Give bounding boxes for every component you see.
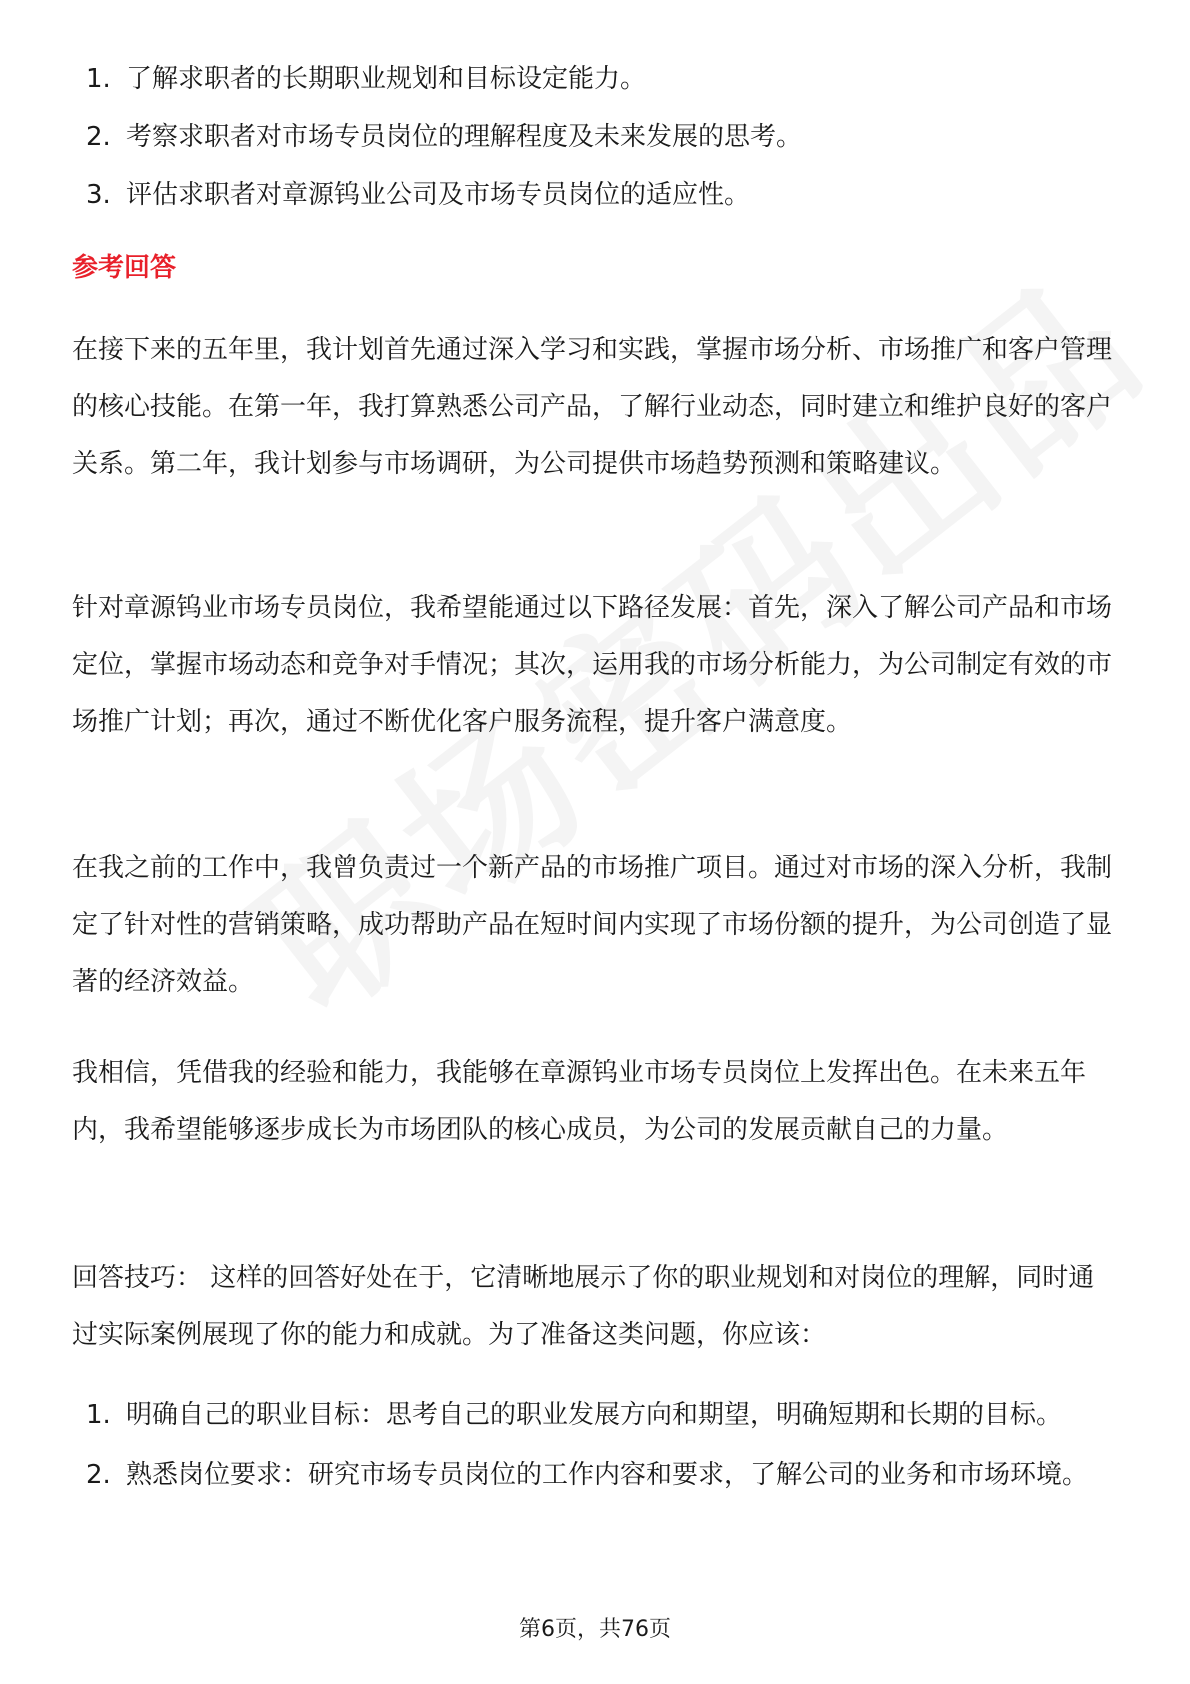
section-heading: 参考回答 xyxy=(72,253,177,283)
list-text: 考察求职者对市场专员岗位的理解程度及未来发展的思考。 xyxy=(126,122,803,152)
tips-paragraph: 回答技巧： 这样的回答好处在于，它清晰地展示了你的职业规划和对岗位的理解，同时通过实际案例展现了你的能力和成就。为了准备这类问题，你应该： xyxy=(72,1263,1095,1350)
objectives-list xyxy=(86,52,1118,226)
tips-list xyxy=(86,1388,1118,1508)
answer-paragraph: 针对章源钨业市场专员岗位，我希望能通过以下路径发展：首先，深入了解公司产品和市场定位，掌握市场动态和竞争对手情况；其次，运用我的市场分析能力，为公司制定有效的市场推广计划；再次，通过不断优化客户服务流程，提升客户满意度。 xyxy=(72,593,1113,737)
list-item xyxy=(86,52,1118,106)
answer-paragraph: 在我之前的工作中，我曾负责过一个新产品的市场推广项目。通过对市场的深入分析，我制定了针对性的营销策略，成功帮助产品在短时间内实现了市场份额的提升，为公司创造了显著的经济效益。 xyxy=(72,853,1113,997)
list-text: 明确自己的职业目标：思考自己的职业发展方向和期望，明确短期和长期的目标。 xyxy=(126,1400,1063,1430)
list-number: 1. xyxy=(86,1400,111,1430)
answer-paragraph: 在接下来的五年里，我计划首先通过深入学习和实践，掌握市场分析、市场推广和客户管理的核心技能。在第一年，我打算熟悉公司产品，了解行业动态，同时建立和维护良好的客户关系。第二年，我计划参与市场调研，为公司提供市场趋势预测和策略建议。 xyxy=(72,335,1113,479)
page-number: 第6页，共76页 xyxy=(519,1617,671,1642)
list-number: 2. xyxy=(86,1460,111,1490)
list-number: 2. xyxy=(86,122,111,152)
list-number: 1. xyxy=(86,64,111,94)
list-item xyxy=(86,1448,1118,1502)
list-text: 评估求职者对章源钨业公司及市场专员岗位的适应性。 xyxy=(126,180,751,210)
list-text: 了解求职者的长期职业规划和目标设定能力。 xyxy=(126,64,647,94)
list-item xyxy=(86,168,1118,222)
list-number: 3. xyxy=(86,180,111,210)
list-item xyxy=(86,110,1118,164)
list-item xyxy=(86,1388,1118,1442)
list-text: 熟悉岗位要求：研究市场专员岗位的工作内容和要求，了解公司的业务和市场环境。 xyxy=(126,1460,1089,1490)
answer-paragraph: 我相信，凭借我的经验和能力，我能够在章源钨业市场专员岗位上发挥出色。在未来五年内，我希望能够逐步成长为市场团队的核心成员，为公司的发展贡献自己的力量。 xyxy=(72,1058,1087,1145)
